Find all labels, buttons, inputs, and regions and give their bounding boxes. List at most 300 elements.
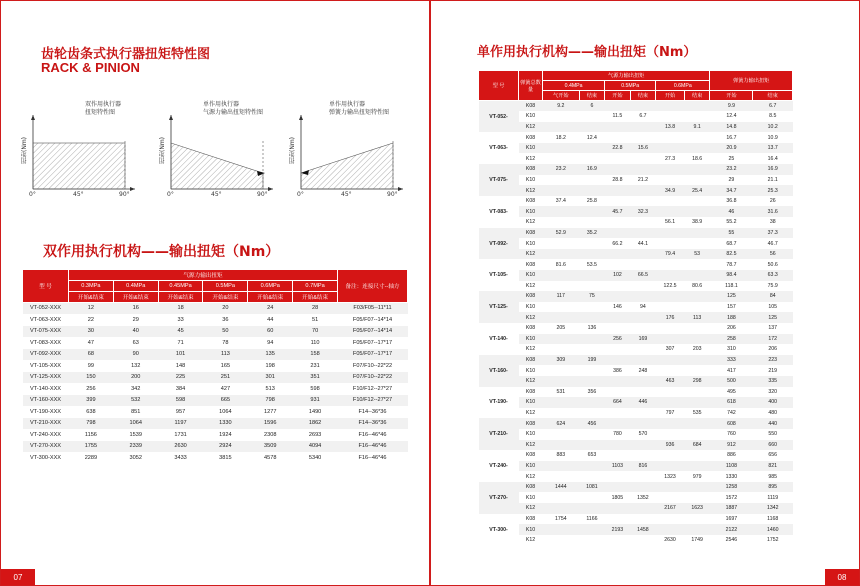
torque-cell: 13.7 <box>753 143 793 154</box>
torque-cell: 440 <box>753 418 793 429</box>
table-row <box>479 101 793 112</box>
torque-cell <box>605 355 631 366</box>
header-model: 型 号 <box>23 270 69 303</box>
table-row <box>479 365 793 376</box>
torque-cell <box>579 153 605 164</box>
table-row <box>479 270 793 281</box>
torque-cell: 20.9 <box>710 143 753 154</box>
torque-cell <box>684 355 710 366</box>
torque-cell: 598 <box>293 383 338 395</box>
header-pressure: 0.4MPa <box>543 81 605 91</box>
torque-cell: 44.1 <box>630 238 656 249</box>
torque-cell <box>656 365 685 376</box>
torque-cell <box>543 111 580 122</box>
page-number: 08 <box>825 569 859 585</box>
model-cell: VT-075-XXX <box>23 326 69 338</box>
torque-cell <box>684 238 710 249</box>
torque-cell <box>630 196 656 207</box>
torque-cell: 384 <box>158 383 203 395</box>
torque-cell <box>579 503 605 514</box>
torque-cell <box>579 111 605 122</box>
torque-cell <box>684 196 710 207</box>
model-cell: VT-105- <box>479 259 519 291</box>
torque-cell: 70 <box>293 326 338 338</box>
torque-cell: 68 <box>69 349 114 361</box>
header-sub: 结束 <box>630 91 656 101</box>
torque-cell <box>684 514 710 525</box>
torque-cell: 94 <box>630 302 656 313</box>
torque-cell: 199 <box>579 355 605 366</box>
torque-cell <box>630 408 656 419</box>
torque-cell <box>656 355 685 366</box>
torque-cell: 1197 <box>158 418 203 430</box>
torque-cell <box>630 185 656 196</box>
torque-cell: 16.9 <box>753 164 793 175</box>
torque-cell: 660 <box>753 440 793 451</box>
tick-label: 45° <box>211 191 222 198</box>
torque-cell: 1168 <box>753 514 793 525</box>
torque-cell: 14.8 <box>710 122 753 133</box>
torque-cell <box>543 492 580 503</box>
torque-diagram-single-air <box>161 101 276 201</box>
torque-cell <box>605 312 631 323</box>
spring-cell: K12 <box>519 408 543 419</box>
torque-cell: 1103 <box>605 461 631 472</box>
torque-cell: 1539 <box>113 429 158 441</box>
torque-cell <box>684 206 710 217</box>
torque-cell: 45 <box>158 326 203 338</box>
torque-cell: 1490 <box>293 406 338 418</box>
torque-cell: 79.4 <box>656 249 685 260</box>
torque-cell <box>684 132 710 143</box>
torque-cell: 32.3 <box>630 206 656 217</box>
tick-label: 45° <box>73 191 84 198</box>
torque-cell <box>579 312 605 323</box>
spring-cell: K08 <box>519 355 543 366</box>
torque-cell <box>684 450 710 461</box>
torque-cell: 223 <box>753 355 793 366</box>
torque-cell: 16.9 <box>579 164 605 175</box>
spring-cell: K08 <box>519 196 543 207</box>
torque-cell <box>630 514 656 525</box>
torque-cell: 3052 <box>113 452 158 464</box>
torque-cell: 35.2 <box>579 228 605 239</box>
torque-cell <box>656 418 685 429</box>
torque-cell: 1458 <box>630 524 656 535</box>
model-cell: VT-125-XXX <box>23 372 69 384</box>
torque-cell <box>579 143 605 154</box>
torque-cell <box>656 461 685 472</box>
torque-cell <box>684 302 710 313</box>
torque-cell: 957 <box>158 406 203 418</box>
torque-diagram-double <box>23 101 138 201</box>
spring-cell: K08 <box>519 291 543 302</box>
torque-cell <box>579 249 605 260</box>
torque-cell: 2630 <box>656 535 685 546</box>
torque-cell: 148 <box>158 360 203 372</box>
page-title-cn: 齿轮齿条式执行器扭矩特性图 <box>41 47 211 62</box>
torque-cell: 9.9 <box>710 101 753 112</box>
torque-cell: 399 <box>69 395 114 407</box>
torque-cell: 23.2 <box>710 164 753 175</box>
torque-cell: 985 <box>753 471 793 482</box>
spring-cell: K10 <box>519 302 543 313</box>
torque-cell: 28.8 <box>605 175 631 186</box>
torque-cell <box>630 101 656 112</box>
table-row <box>23 326 408 338</box>
torque-cell: 20 <box>203 303 248 315</box>
torque-cell: 456 <box>579 418 605 429</box>
torque-cell <box>656 270 685 281</box>
table-row <box>479 143 793 154</box>
torque-cell <box>684 365 710 376</box>
torque-cell: 798 <box>69 418 114 430</box>
note-cell: F16--46*46 <box>338 429 408 441</box>
table-row <box>479 535 793 546</box>
torque-cell: 188 <box>710 312 753 323</box>
table-row <box>479 387 793 398</box>
diagram-plot <box>291 101 406 201</box>
torque-cell: 895 <box>753 482 793 493</box>
torque-cell <box>543 175 580 186</box>
torque-cell: 1108 <box>710 461 753 472</box>
header-sub: 结束 <box>753 91 793 101</box>
torque-cell: 231 <box>293 360 338 372</box>
torque-cell: 1805 <box>605 492 631 503</box>
table-row <box>479 281 793 292</box>
torque-cell <box>630 164 656 175</box>
torque-cell: 28 <box>293 303 338 315</box>
torque-cell <box>543 344 580 355</box>
torque-cell <box>656 450 685 461</box>
torque-cell <box>605 535 631 546</box>
torque-cell: 44 <box>248 314 293 326</box>
torque-cell: 2193 <box>605 524 631 535</box>
torque-cell <box>656 175 685 186</box>
torque-cell <box>684 461 710 472</box>
torque-cell <box>579 408 605 419</box>
spring-cell: K08 <box>519 514 543 525</box>
spring-cell: K10 <box>519 524 543 535</box>
torque-cell: 979 <box>684 471 710 482</box>
torque-cell: 258 <box>710 334 753 345</box>
torque-cell <box>605 217 631 228</box>
torque-cell: 37.3 <box>753 228 793 239</box>
table-row <box>479 196 793 207</box>
header-pressure: 0.6MPa <box>248 281 293 292</box>
table-row <box>23 406 408 418</box>
table-row <box>479 185 793 196</box>
torque-cell: 1081 <box>579 482 605 493</box>
torque-cell: 851 <box>113 406 158 418</box>
right-page <box>430 0 860 586</box>
table-row <box>23 314 408 326</box>
torque-cell <box>605 281 631 292</box>
spring-cell: K12 <box>519 503 543 514</box>
torque-cell <box>656 323 685 334</box>
model-cell: VT-063-XXX <box>23 314 69 326</box>
torque-cell: 931 <box>293 395 338 407</box>
torque-cell <box>630 355 656 366</box>
torque-diagram-single-spring <box>291 101 406 201</box>
torque-cell <box>656 524 685 535</box>
header-air-torque: 气源力输出扭矩 <box>69 270 338 281</box>
note-cell: F05/F07--14*14 <box>338 314 408 326</box>
torque-cell: 137 <box>753 323 793 334</box>
torque-cell: 56.1 <box>656 217 685 228</box>
header-pressure: 0.6MPa <box>656 81 710 91</box>
torque-cell <box>656 206 685 217</box>
torque-cell <box>684 387 710 398</box>
torque-cell <box>656 143 685 154</box>
torque-cell <box>605 101 631 112</box>
torque-cell <box>684 143 710 154</box>
torque-cell <box>543 440 580 451</box>
torque-cell: 101 <box>158 349 203 361</box>
table-row <box>479 153 793 164</box>
spring-cell: K08 <box>519 387 543 398</box>
torque-cell: 22.8 <box>605 143 631 154</box>
torque-cell: 81.6 <box>543 259 580 270</box>
torque-cell: 165 <box>203 360 248 372</box>
torque-cell: 1755 <box>69 441 114 453</box>
torque-cell <box>656 238 685 249</box>
torque-cell: 146 <box>605 302 631 313</box>
torque-cell: 3433 <box>158 452 203 464</box>
table-row <box>479 344 793 355</box>
torque-cell <box>684 259 710 270</box>
torque-cell <box>630 122 656 133</box>
diagram-label: 单作用执行器 气源力输出扭矩特性图 <box>203 101 264 116</box>
torque-cell <box>630 132 656 143</box>
torque-cell <box>656 387 685 398</box>
spring-cell: K10 <box>519 238 543 249</box>
torque-cell <box>605 418 631 429</box>
torque-cell: 99 <box>69 360 114 372</box>
torque-cell <box>605 132 631 143</box>
torque-cell: 6 <box>579 101 605 112</box>
table-row <box>479 355 793 366</box>
torque-cell: 176 <box>656 312 685 323</box>
note-cell: F05/F07--14*14 <box>338 326 408 338</box>
torque-cell: 400 <box>753 397 793 408</box>
table-row <box>479 132 793 143</box>
torque-cell: 125 <box>710 291 753 302</box>
torque-cell <box>579 376 605 387</box>
spring-cell: K10 <box>519 270 543 281</box>
torque-cell: 118.1 <box>710 281 753 292</box>
tick-label: 90° <box>119 191 130 198</box>
torque-cell: 55 <box>710 228 753 239</box>
torque-cell <box>684 175 710 186</box>
torque-cell <box>543 153 580 164</box>
torque-cell: 10.9 <box>753 132 793 143</box>
torque-cell: 2924 <box>203 441 248 453</box>
torque-cell: 3509 <box>248 441 293 453</box>
spring-cell: K10 <box>519 397 543 408</box>
torque-cell <box>605 376 631 387</box>
torque-cell <box>543 524 580 535</box>
spring-cell: K08 <box>519 228 543 239</box>
torque-cell: 532 <box>113 395 158 407</box>
torque-cell <box>543 206 580 217</box>
spring-cell: K10 <box>519 429 543 440</box>
model-cell: VT-270- <box>479 482 519 514</box>
torque-cell: 8.5 <box>753 111 793 122</box>
header-pressure: 0.7MPa <box>293 281 338 292</box>
header-sub: 开始 <box>605 91 631 101</box>
header-pressure: 0.5MPa <box>605 81 656 91</box>
torque-cell: 816 <box>630 461 656 472</box>
torque-cell: 1924 <box>203 429 248 441</box>
model-cell: VT-160-XXX <box>23 395 69 407</box>
spring-cell: K08 <box>519 482 543 493</box>
torque-cell: 301 <box>248 372 293 384</box>
axis-label: 扭矩(Nm) <box>289 137 296 165</box>
torque-cell: 1623 <box>684 503 710 514</box>
table-row <box>479 376 793 387</box>
torque-cell: 169 <box>630 334 656 345</box>
table-row <box>23 441 408 453</box>
torque-cell: 9.1 <box>684 122 710 133</box>
torque-cell: 22 <box>69 314 114 326</box>
table-row <box>23 349 408 361</box>
torque-cell <box>579 397 605 408</box>
torque-cell: 1572 <box>710 492 753 503</box>
torque-cell <box>605 228 631 239</box>
torque-cell: 18.2 <box>543 132 580 143</box>
torque-cell: 417 <box>710 365 753 376</box>
torque-cell <box>684 323 710 334</box>
torque-cell: 47 <box>69 337 114 349</box>
spring-cell: K10 <box>519 492 543 503</box>
torque-cell: 2339 <box>113 441 158 453</box>
spring-cell: K08 <box>519 259 543 270</box>
torque-cell: 797 <box>656 408 685 419</box>
model-cell: VT-075- <box>479 164 519 196</box>
table-row <box>479 334 793 345</box>
header-start-end: 开始&结束 <box>293 292 338 303</box>
table-row <box>23 429 408 441</box>
torque-cell: 16.4 <box>753 153 793 164</box>
torque-cell <box>543 122 580 133</box>
torque-cell <box>684 482 710 493</box>
torque-cell <box>630 259 656 270</box>
torque-cell: 386 <box>605 365 631 376</box>
torque-cell <box>605 387 631 398</box>
torque-cell <box>630 450 656 461</box>
torque-cell: 500 <box>710 376 753 387</box>
torque-cell <box>630 312 656 323</box>
torque-cell: 113 <box>684 312 710 323</box>
torque-cell: 1330 <box>710 471 753 482</box>
note-cell: F16--46*46 <box>338 452 408 464</box>
spring-cell: K10 <box>519 334 543 345</box>
torque-cell: 656 <box>753 450 793 461</box>
model-cell: VT-083- <box>479 196 519 228</box>
table-row <box>479 175 793 186</box>
model-cell: VT-270-XXX <box>23 441 69 453</box>
header-start-end: 开始&结束 <box>69 292 114 303</box>
torque-cell <box>579 185 605 196</box>
torque-cell: 63.3 <box>753 270 793 281</box>
torque-cell <box>605 196 631 207</box>
spring-cell: K12 <box>519 122 543 133</box>
torque-cell <box>543 471 580 482</box>
torque-cell <box>684 492 710 503</box>
single-acting-torque-table <box>478 70 793 545</box>
torque-cell <box>630 281 656 292</box>
torque-cell <box>684 429 710 440</box>
page-title-en: RACK & PINION <box>41 60 140 75</box>
torque-cell: 1258 <box>710 482 753 493</box>
table-row <box>479 164 793 175</box>
tick-label: 45° <box>341 191 352 198</box>
torque-cell <box>656 259 685 270</box>
table-row <box>479 408 793 419</box>
torque-cell: 71 <box>158 337 203 349</box>
torque-cell: 25.8 <box>579 196 605 207</box>
torque-cell: 2308 <box>248 429 293 441</box>
torque-cell: 6.7 <box>630 111 656 122</box>
model-cell: VT-210-XXX <box>23 418 69 430</box>
torque-cell <box>605 122 631 133</box>
torque-cell: 18.6 <box>684 153 710 164</box>
table-row <box>479 503 793 514</box>
note-cell: F10/F12--27*27 <box>338 383 408 395</box>
torque-cell: 2122 <box>710 524 753 535</box>
torque-cell: 21.1 <box>753 175 793 186</box>
torque-cell <box>605 344 631 355</box>
torque-cell: 56 <box>753 249 793 260</box>
header-pressure: 0.45MPa <box>158 281 203 292</box>
torque-cell <box>684 397 710 408</box>
torque-cell: 936 <box>656 440 685 451</box>
spring-cell: K10 <box>519 206 543 217</box>
torque-cell: 82.5 <box>710 249 753 260</box>
spring-cell: K12 <box>519 344 543 355</box>
tick-label: 0° <box>167 191 174 198</box>
model-cell: VT-140-XXX <box>23 383 69 395</box>
torque-cell: 98.4 <box>710 270 753 281</box>
torque-cell: 135 <box>248 349 293 361</box>
torque-cell: 132 <box>113 360 158 372</box>
torque-cell: 1352 <box>630 492 656 503</box>
torque-cell: 78.7 <box>710 259 753 270</box>
torque-cell: 618 <box>710 397 753 408</box>
torque-cell: 225 <box>158 372 203 384</box>
table-row <box>479 429 793 440</box>
table-row <box>479 259 793 270</box>
torque-cell: 102 <box>605 270 631 281</box>
torque-cell <box>605 153 631 164</box>
torque-cell <box>656 164 685 175</box>
table-row <box>23 452 408 464</box>
torque-cell <box>579 281 605 292</box>
torque-cell: 29 <box>113 314 158 326</box>
torque-cell: 1697 <box>710 514 753 525</box>
torque-cell <box>630 153 656 164</box>
header-start-end: 开始&结束 <box>248 292 293 303</box>
torque-cell: 1754 <box>543 514 580 525</box>
torque-cell <box>684 101 710 112</box>
spring-cell: K12 <box>519 153 543 164</box>
model-cell: VT-052- <box>479 101 519 133</box>
header-start-end: 开始&结束 <box>158 292 203 303</box>
torque-cell: 2289 <box>69 452 114 464</box>
torque-cell <box>579 217 605 228</box>
torque-cell: 205 <box>543 323 580 334</box>
